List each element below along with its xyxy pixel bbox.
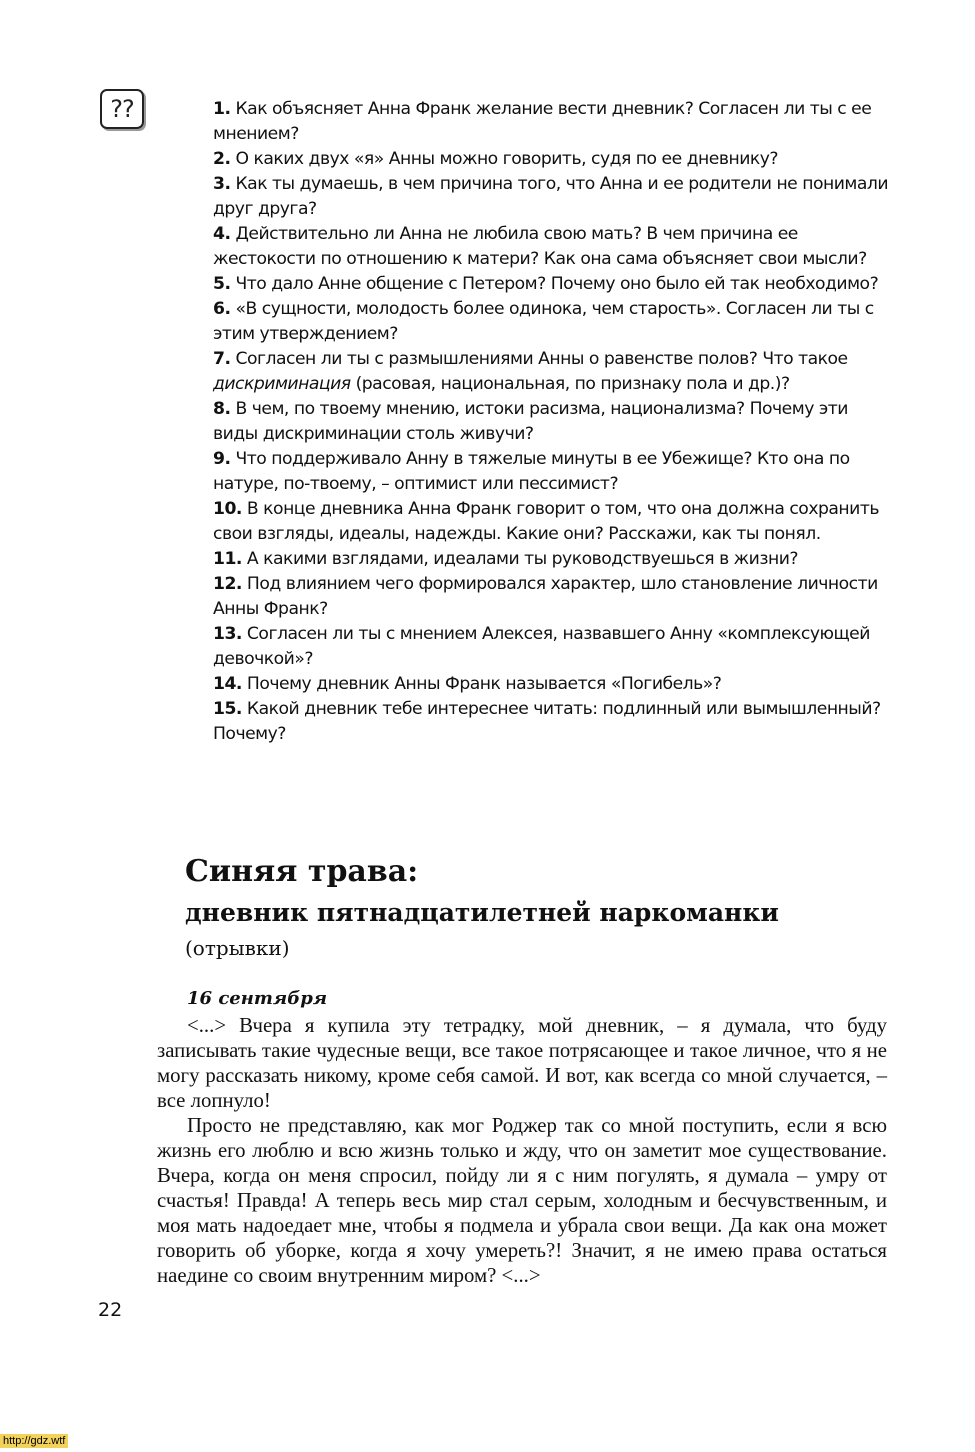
footer-url: http://gdz.wtf: [0, 1434, 68, 1448]
question-item: 7. Согласен ли ты с размышлениями Анны о равенстве полов? Что такое дискриминация (расовая, национальная, по признаку пола и др.)?: [213, 349, 848, 394]
question-item: 1. Как объясняет Анна Франк желание вести дневник? Согласен ли ты с ее мнением?: [213, 99, 872, 144]
diary-text: [157, 1013, 887, 1288]
questions-list: [213, 97, 893, 747]
question-item: 8. В чем, по твоему мнению, истоки расизма, национализма? Почему эти виды дискриминации столь живучи?: [213, 399, 848, 444]
section-subtitle: дневник пятнадцатилетней наркоманки: [185, 898, 779, 927]
question-item: 10. В конце дневника Анна Франк говорит о том, что она должна сохранить свои взгляды, идеалы, надежды. Какие они? Расскажи, как ты понял.: [213, 499, 879, 544]
diary-date: 16 сентября: [187, 988, 328, 1009]
section-note: (отрывки): [185, 936, 290, 960]
question-item: 14. Почему дневник Анны Франк называется «Погибель»?: [213, 674, 722, 694]
paragraph: Просто не представляю, как мог Роджер так со мной поступить, если я всю жизнь его люблю и всю жизнь только и жду, что он заметит мое существование. Вчера, когда он меня спросил, пойду ли я с ним погулять, я думала – умру от счастья! Правда! А теперь весь мир стал серым, холодным и бесчувственным, и моя мать надоедает мне, чтобы я подмела и убрала свои вещи. Да как она может говорить об уборке, когда я хочу умереть?! Значит, я не имею права остаться наедине со своим внутренним миром? <...>: [157, 1114, 887, 1287]
page-number: 22: [98, 1299, 123, 1321]
section-title: Синяя трава:: [185, 854, 419, 889]
question-item: 4. Действительно ли Анна не любила свою мать? В чем причина ее жестокости по отношению к матери? Как она сама объясняет свои мысли?: [213, 224, 867, 269]
paragraph: <...> Вчера я купила эту тетрадку, мой дневник, – я думала, что буду записывать такие чудесные вещи, все такое потрясающее и такое личное, что я не могу рассказать никому, кроме себя самой. И вот, как всегда со мной случается, – все лопнуло!: [157, 1014, 887, 1112]
question-item: 15. Какой дневник тебе интереснее читать: подлинный или вымышленный? Почему?: [213, 699, 881, 744]
question-item: 5. Что дало Анне общение с Петером? Почему оно было ей так необходимо?: [213, 274, 879, 294]
question-item: 3. Как ты думаешь, в чем причина того, что Анна и ее родители не понимали друг друга?: [213, 174, 889, 219]
questions-icon: ??: [100, 89, 144, 129]
question-item: 13. Согласен ли ты с мнением Алексея, назвавшего Анну «комплексующей девочкой»?: [213, 624, 870, 669]
question-item: 6. «В сущности, молодость более одинока, чем старость». Согласен ли ты с этим утверждением?: [213, 299, 874, 344]
question-item: 2. О каких двух «я» Анны можно говорить, судя по ее дневнику?: [213, 149, 779, 169]
question-item: 12. Под влиянием чего формировался характер, шло становление личности Анны Франк?: [213, 574, 878, 619]
question-item: 9. Что поддерживало Анну в тяжелые минуты в ее Убежище? Кто она по натуре, по-твоему, – оптимист или пессимист?: [213, 449, 850, 494]
question-item: 11. А какими взглядами, идеалами ты руководствуешься в жизни?: [213, 549, 799, 569]
